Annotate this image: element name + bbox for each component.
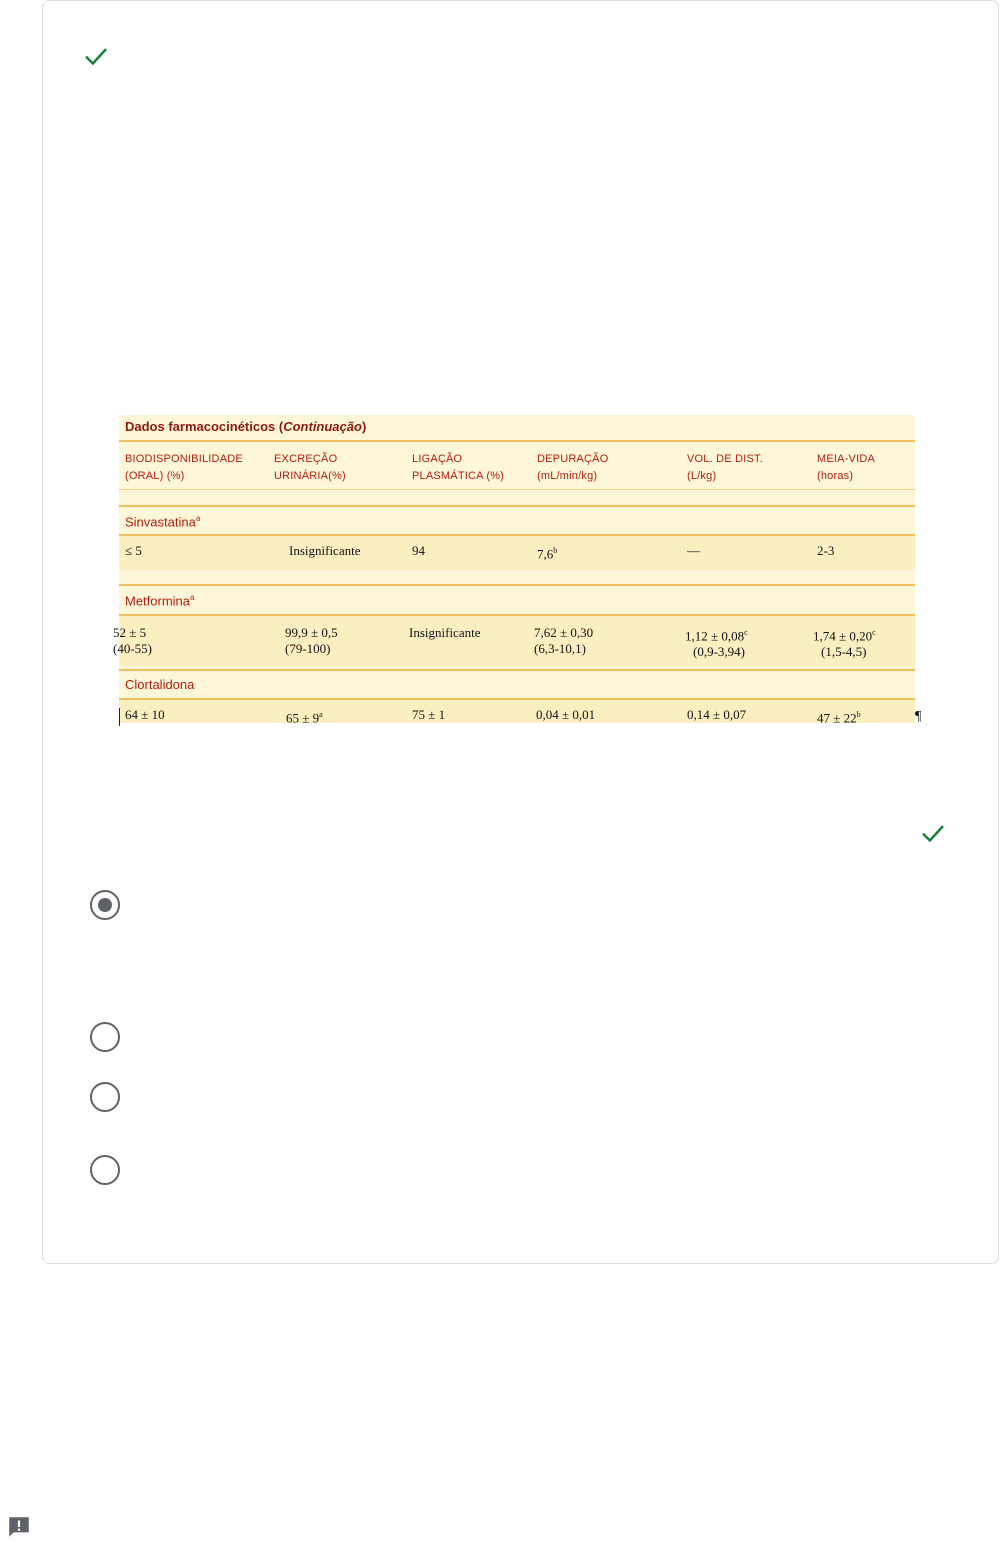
header-volume-distribution: VOL. DE DIST. (L/kg) [687, 453, 763, 482]
table-cell: 7,62 ± 0,30 (6,3-10,1) [534, 625, 594, 656]
table-cell: 0,04 ± 0,01 [536, 707, 596, 722]
table-cell: 64 ± 10 [125, 707, 165, 722]
drug-name-metformina: Metformina$^a$ [125, 593, 195, 609]
table-cell: 1,74 ± 0,20$^c$ (1,5-4,5) [813, 628, 876, 660]
header-urinary-excretion: EXCREÇÃO URINÁRIA(%) [274, 453, 346, 482]
text-cursor [119, 708, 120, 726]
feedback-icon[interactable] [4, 1512, 34, 1542]
option-radio-1[interactable] [90, 890, 120, 920]
option-radio-2[interactable] [90, 1022, 120, 1052]
table-cell: $65 \pm 9^a$ [286, 710, 323, 726]
table-cell: 7,6$^b$ [537, 546, 558, 562]
header-bioavailability: BIODISPONIBILIDADE (ORAL) (%) [125, 453, 243, 482]
pharmacokinetic-table-image [113, 415, 915, 726]
table-cell: 75 ± 1 [412, 707, 446, 722]
option-radio-3[interactable] [90, 1082, 120, 1112]
option-radio-4[interactable] [90, 1155, 120, 1185]
table-cell: 99,9 ± 0,5 (79-100) [285, 625, 338, 656]
drug-name-clortalidona: Clortalidona [125, 677, 195, 692]
checkmark-icon [917, 817, 949, 849]
drug-name-sinvastatina: Sinvastatina$^a$ [125, 514, 201, 530]
table-cell: — [687, 543, 700, 558]
header-half-life: MEIA-VIDA (horas) [817, 453, 876, 482]
table-cell: 1,12 ± 0,08$^c$ (0,9-3,94) [685, 628, 748, 660]
header-plasma-binding: LIGAÇÃO PLASMÁTICA (%) [412, 453, 505, 482]
table-cell: ≤ 5 [125, 543, 142, 558]
table-title: Dados farmacocinéticos (Continuação) [125, 419, 367, 434]
table-cell: 0,14 ± 0,07 [687, 707, 747, 722]
table-cell: 94 [412, 543, 425, 558]
checkmark-icon [80, 40, 112, 72]
table-cell: 52 ± 5 (40-55) [113, 625, 152, 656]
header-clearance: DEPURAÇÃO (mL/min/kg) [537, 453, 609, 482]
table-cell: $47 \pm 22^b$ [817, 710, 861, 726]
table-cell: 2-3 [817, 543, 835, 558]
table-cell: Insignificante [289, 543, 361, 558]
table-cell: Insignificante [409, 625, 481, 640]
pilcrow-mark: ¶ [915, 709, 922, 724]
